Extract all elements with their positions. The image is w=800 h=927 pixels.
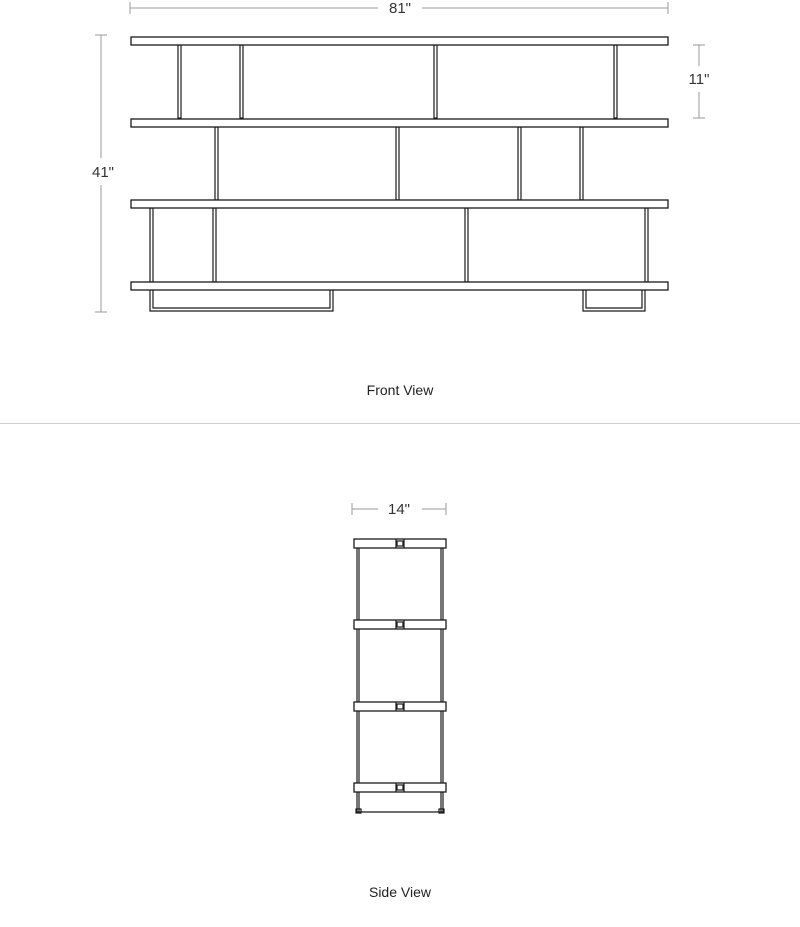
height-label: 41"	[91, 164, 115, 181]
front-dividers	[150, 45, 648, 282]
side-view-drawing	[352, 501, 446, 813]
front-view-caption: Front View	[366, 382, 434, 398]
front-base	[150, 290, 645, 311]
side-uprights	[357, 548, 443, 812]
depth-dimension	[352, 501, 446, 518]
shelf-gap-dimension	[689, 45, 710, 118]
width-label: 81"	[388, 0, 412, 17]
depth-label: 14"	[387, 501, 411, 518]
height-dimension	[92, 35, 114, 312]
width-dimension	[130, 0, 668, 17]
side-view-caption: Side View	[368, 884, 431, 900]
section-divider	[0, 423, 800, 424]
front-view-drawing	[92, 0, 709, 312]
side-shelves	[354, 539, 446, 792]
shelf-gap-label: 11"	[688, 71, 710, 88]
side-feet	[356, 809, 444, 813]
